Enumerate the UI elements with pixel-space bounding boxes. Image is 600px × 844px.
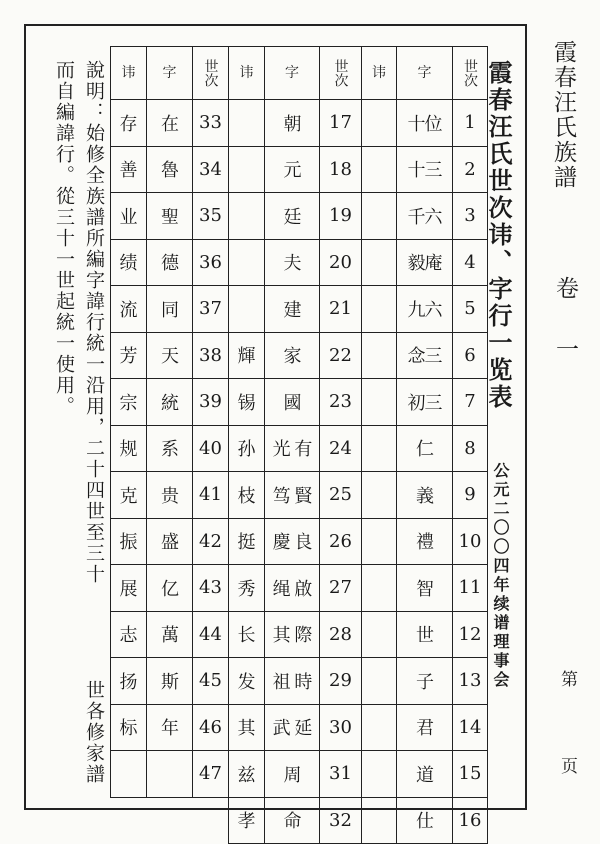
hui-cell [229, 193, 265, 240]
zi-cell: 萬 [147, 611, 193, 658]
generation-table-2 [228, 46, 362, 844]
hui-cell: 孝 [229, 797, 265, 844]
zi-cell: 十三 [397, 146, 453, 193]
generation-number-cell: 37 [193, 286, 229, 333]
hui-cell [362, 379, 397, 426]
table-row [111, 146, 229, 193]
generation-number-cell: 13 [453, 658, 488, 705]
zi-cell: 聖 [147, 193, 193, 240]
table-row [229, 658, 362, 705]
zi-cell: 命 [265, 797, 320, 844]
generation-number-cell: 16 [453, 797, 488, 844]
table-row [111, 332, 229, 379]
hui-cell [111, 751, 147, 798]
generation-number-cell: 9 [453, 472, 488, 519]
generation-number-cell: 15 [453, 751, 488, 798]
hui-cell: 挺 [229, 518, 265, 565]
table-row [362, 146, 488, 193]
zi-cell: 子 [397, 658, 453, 705]
hui-cell [362, 751, 397, 798]
generation-number-cell: 5 [453, 286, 488, 333]
hui-cell [362, 239, 397, 286]
table-row [362, 611, 488, 658]
table-row [229, 751, 362, 798]
generation-number-cell: 45 [193, 658, 229, 705]
hui-cell: 锡 [229, 379, 265, 426]
table-row [362, 425, 488, 472]
table-row [229, 239, 362, 286]
generation-number-cell: 36 [193, 239, 229, 286]
table-row [362, 193, 488, 240]
hui-cell: 輝 [229, 332, 265, 379]
table-row [111, 286, 229, 333]
hui-cell: 志 [111, 611, 147, 658]
generation-number-cell: 34 [193, 146, 229, 193]
generation-number-cell: 38 [193, 332, 229, 379]
table-row [111, 425, 229, 472]
table-row [229, 379, 362, 426]
zi-cell: 千六 [397, 193, 453, 240]
table-row [229, 472, 362, 519]
table-row [362, 286, 488, 333]
zi-cell [147, 751, 193, 798]
table-row [362, 379, 488, 426]
generation-number-cell: 26 [320, 518, 362, 565]
generation-number-cell: 2 [453, 146, 488, 193]
zi-cell: 國 [265, 379, 320, 426]
table-row [362, 518, 488, 565]
generation-table-3 [110, 46, 229, 798]
hui-cell [362, 332, 397, 379]
zi-cell: 禮 [397, 518, 453, 565]
generation-number-cell: 32 [320, 797, 362, 844]
table-row [111, 379, 229, 426]
hui-cell: 发 [229, 658, 265, 705]
table-row [362, 332, 488, 379]
hui-cell [362, 193, 397, 240]
hui-cell [362, 100, 397, 147]
generation-number-cell: 41 [193, 472, 229, 519]
zi-cell: 贵 [147, 472, 193, 519]
zi-cell: 道 [397, 751, 453, 798]
table-row [229, 286, 362, 333]
hui-cell: 孙 [229, 425, 265, 472]
zi-cell: 斯 [147, 658, 193, 705]
table-row [362, 565, 488, 612]
generation-number-cell: 20 [320, 239, 362, 286]
generation-number-cell: 31 [320, 751, 362, 798]
table-row [111, 100, 229, 147]
table-row [362, 100, 488, 147]
zi-cell: 祖 時 [265, 658, 320, 705]
hui-cell [362, 797, 397, 844]
generation-number-cell: 8 [453, 425, 488, 472]
zi-cell: 十位 [397, 100, 453, 147]
hui-cell [362, 425, 397, 472]
hui-cell [229, 100, 265, 147]
hui-cell [362, 472, 397, 519]
header-hui: 讳 [229, 47, 265, 100]
generation-number-cell: 42 [193, 518, 229, 565]
generation-number-cell: 4 [453, 239, 488, 286]
zi-cell: 盛 [147, 518, 193, 565]
zi-cell: 夫 [265, 239, 320, 286]
table-row [229, 332, 362, 379]
table-row [229, 797, 362, 844]
generation-number-cell: 7 [453, 379, 488, 426]
zi-cell: 世 [397, 611, 453, 658]
table-row [229, 704, 362, 751]
generation-number-cell: 18 [320, 146, 362, 193]
generation-number-cell: 19 [320, 193, 362, 240]
hui-cell [362, 704, 397, 751]
book-title: 霞春汪氏族譜 [550, 40, 576, 190]
zi-cell: 周 [265, 751, 320, 798]
generation-number-cell: 24 [320, 425, 362, 472]
hui-cell [362, 518, 397, 565]
hui-cell: 其 [229, 704, 265, 751]
generation-number-cell: 47 [193, 751, 229, 798]
generation-number-cell: 46 [193, 704, 229, 751]
hui-cell: 展 [111, 565, 147, 612]
hui-cell: 长 [229, 611, 265, 658]
zi-cell: 同 [147, 286, 193, 333]
table-row [362, 751, 488, 798]
zi-cell: 魯 [147, 146, 193, 193]
generation-number-cell: 44 [193, 611, 229, 658]
hui-cell: 流 [111, 286, 147, 333]
zi-cell: 家 [265, 332, 320, 379]
table-row [111, 565, 229, 612]
hui-cell: 存 [111, 100, 147, 147]
table-subtitle: 公元二〇〇四年续谱理事会 [491, 462, 510, 690]
zi-cell: 仕 [397, 797, 453, 844]
table-row [362, 658, 488, 705]
zi-cell: 德 [147, 239, 193, 286]
hui-cell [362, 658, 397, 705]
zi-cell: 其 際 [265, 611, 320, 658]
table-row [111, 193, 229, 240]
note-line-1-end: 世各修家譜 [83, 680, 105, 785]
hui-cell: 秀 [229, 565, 265, 612]
table-row [229, 518, 362, 565]
generation-number-cell: 43 [193, 565, 229, 612]
zi-cell: 君 [397, 704, 453, 751]
zi-cell: 仁 [397, 425, 453, 472]
header-shici: 世次 [320, 47, 362, 100]
hui-cell [362, 565, 397, 612]
generation-number-cell: 29 [320, 658, 362, 705]
hui-cell: 兹 [229, 751, 265, 798]
table-row [229, 193, 362, 240]
generation-number-cell: 22 [320, 332, 362, 379]
zi-cell: 笃 賢 [265, 472, 320, 519]
hui-cell [229, 286, 265, 333]
table-row [362, 239, 488, 286]
generation-number-cell: 10 [453, 518, 488, 565]
zi-cell: 廷 [265, 193, 320, 240]
table-row [111, 611, 229, 658]
hui-cell [362, 146, 397, 193]
generation-number-cell: 14 [453, 704, 488, 751]
hui-cell: 宗 [111, 379, 147, 426]
generation-number-cell: 40 [193, 425, 229, 472]
zi-cell: 建 [265, 286, 320, 333]
zi-cell: 統 [147, 379, 193, 426]
zi-cell: 九六 [397, 286, 453, 333]
zi-cell: 系 [147, 425, 193, 472]
table-row [111, 239, 229, 286]
header-shici: 世次 [193, 47, 229, 100]
hui-cell: 扬 [111, 658, 147, 705]
hui-cell: 枝 [229, 472, 265, 519]
generation-number-cell: 35 [193, 193, 229, 240]
table-row [229, 565, 362, 612]
generation-table-1 [361, 46, 488, 844]
hui-cell: 标 [111, 704, 147, 751]
header-zi: 字 [147, 47, 193, 100]
generation-number-cell: 39 [193, 379, 229, 426]
table-row [111, 472, 229, 519]
hui-cell: 规 [111, 425, 147, 472]
hui-cell: 善 [111, 146, 147, 193]
generation-number-cell: 12 [453, 611, 488, 658]
zi-cell: 武 延 [265, 704, 320, 751]
zi-cell: 智 [397, 565, 453, 612]
zi-cell: 毅庵 [397, 239, 453, 286]
generation-number-cell: 28 [320, 611, 362, 658]
hui-cell: 芳 [111, 332, 147, 379]
zi-cell: 念三 [397, 332, 453, 379]
header-zi: 字 [265, 47, 320, 100]
table-row [111, 751, 229, 798]
header-hui: 讳 [362, 47, 397, 100]
page-marker: 第页 [557, 670, 577, 844]
zi-cell: 天 [147, 332, 193, 379]
header-hui: 讳 [111, 47, 147, 100]
hui-cell [229, 146, 265, 193]
note-line-2: 而自編諱行。從三十一世起統一使用。 [53, 60, 75, 417]
table-row [111, 658, 229, 705]
hui-cell [362, 286, 397, 333]
zi-cell: 在 [147, 100, 193, 147]
table-row [229, 611, 362, 658]
generation-number-cell: 27 [320, 565, 362, 612]
note-line-1: 說明：始修全族譜所編字諱行統一沿用，二十四世至三十 [83, 60, 105, 585]
generation-number-cell: 6 [453, 332, 488, 379]
zi-cell: 義 [397, 472, 453, 519]
zi-cell: 亿 [147, 565, 193, 612]
table-row [229, 146, 362, 193]
header-zi: 字 [397, 47, 453, 100]
zi-cell: 朝 [265, 100, 320, 147]
zi-cell: 慶 良 [265, 518, 320, 565]
generation-number-cell: 33 [193, 100, 229, 147]
table-row [111, 518, 229, 565]
generation-number-cell: 3 [453, 193, 488, 240]
generation-number-cell: 1 [453, 100, 488, 147]
zi-cell: 年 [147, 704, 193, 751]
header-shici: 世次 [453, 47, 488, 100]
hui-cell [362, 611, 397, 658]
hui-cell [229, 239, 265, 286]
zi-cell: 光 有 [265, 425, 320, 472]
table-row [362, 704, 488, 751]
table-row [362, 472, 488, 519]
zi-cell: 元 [265, 146, 320, 193]
generation-number-cell: 30 [320, 704, 362, 751]
hui-cell: 业 [111, 193, 147, 240]
generation-number-cell: 11 [453, 565, 488, 612]
generation-number-cell: 17 [320, 100, 362, 147]
table-row [229, 425, 362, 472]
generation-number-cell: 23 [320, 379, 362, 426]
hui-cell: 绩 [111, 239, 147, 286]
generation-number-cell: 25 [320, 472, 362, 519]
zi-cell: 绳 啟 [265, 565, 320, 612]
hui-cell: 克 [111, 472, 147, 519]
table-row [229, 100, 362, 147]
hui-cell: 振 [111, 518, 147, 565]
generation-number-cell: 21 [320, 286, 362, 333]
volume-label: 卷 一 [552, 276, 578, 366]
zi-cell: 初三 [397, 379, 453, 426]
table-row [362, 797, 488, 844]
table-title: 霞春汪氏世次讳、字行一览表 [484, 60, 513, 411]
table-row [111, 704, 229, 751]
